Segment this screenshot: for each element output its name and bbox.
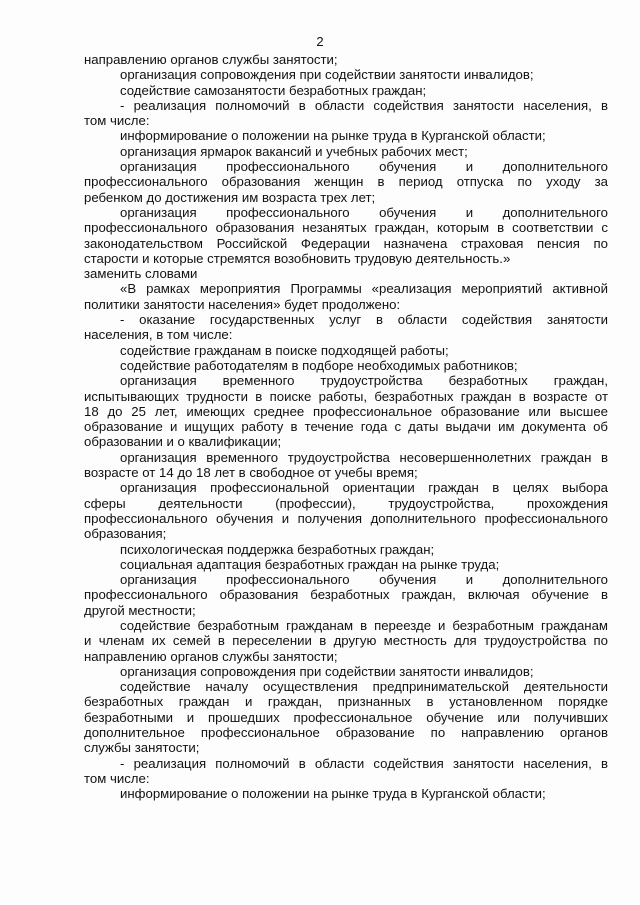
text-line: том числе:: [84, 113, 150, 129]
text-line: «В рамках мероприятия Программы «реализация мероприятий активной: [120, 281, 608, 297]
text-line: и членам их семей в переселении в другую местность для трудоустройства по: [84, 633, 608, 649]
text-line: образование и ищущих работу в течение года с даты выдачи им документа об: [84, 419, 608, 435]
text-line: содействие началу осуществления предпринимательской деятельности: [120, 679, 608, 695]
text-line: - оказание государственных услуг в области содействия занятости: [120, 312, 608, 328]
text-line: информирование о положении на рынке труда в Курганской области;: [120, 786, 546, 802]
text-line: том числе:: [84, 770, 150, 786]
text-line: - реализация полномочий в области содействия занятости населения, в: [120, 755, 608, 771]
text-line: образования;: [84, 526, 167, 542]
text-line: социальная адаптация безработных граждан на рынке труда;: [120, 556, 500, 572]
text-line: информирование о положении на рынке труда в Курганской области;: [120, 128, 546, 144]
text-line: заменить словами: [84, 266, 198, 282]
text-line: испытывающих трудности в поиске работы, безработных граждан в возрасте от: [84, 388, 608, 404]
text-line: содействие гражданам в поиске подходящей работы;: [120, 342, 449, 358]
text-line: содействие самозанятости безработных граждан;: [120, 82, 427, 98]
text-line: направлению органов службы занятости;: [84, 648, 338, 664]
text-line: организация временного трудоустройства безработных граждан,: [120, 373, 608, 389]
text-line: организация сопровождения при содействии занятости инвалидов;: [120, 67, 534, 83]
text-line: организация профессионального обучения и дополнительного: [120, 159, 608, 175]
text-line: законодательством Российской Федерации назначена страховая пенсия по: [84, 235, 608, 251]
text-line: психологическая поддержка безработных граждан;: [120, 541, 435, 557]
text-line: организация временного трудоустройства несовершеннолетних граждан в: [120, 449, 608, 465]
text-line: возрасте от 14 до 18 лет в свободное от учебы время;: [84, 465, 418, 481]
text-line: населения, в том числе:: [84, 327, 233, 343]
text-line: организация профессиональной ориентации граждан в целях выбора: [120, 480, 608, 496]
text-line: профессионального обучения и получения дополнительного профессионального: [84, 510, 608, 526]
text-line: организация профессионального обучения и дополнительного: [120, 204, 608, 220]
document-body: [84, 52, 608, 802]
text-line: ребенком до достижения им возраста трех лет;: [84, 189, 376, 205]
text-line: дополнительное профессиональное образование по направлению органов: [84, 725, 608, 741]
text-line: образовании и о квалификации;: [84, 434, 282, 450]
text-line: содействие безработным гражданам в переезде и безработным гражданам: [120, 617, 608, 633]
text-line: направлению органов службы занятости;: [84, 52, 338, 67]
text-line: организация сопровождения при содействии занятости инвалидов;: [120, 663, 534, 679]
text-line: профессионального образования безработных граждан, включая обучение в: [84, 587, 608, 603]
text-line: организация профессионального обучения и дополнительного: [120, 572, 608, 588]
text-line: содействие работодателям в подборе необходимых работников;: [120, 357, 518, 373]
text-line: другой местности;: [84, 602, 196, 618]
text-line: 18 до 25 лет, имеющих среднее профессиональное образование или высшее: [84, 403, 608, 419]
page-number: 2: [316, 34, 324, 49]
text-line: службы занятости;: [84, 740, 200, 756]
text-line: организация ярмарок вакансий и учебных рабочих мест;: [120, 143, 468, 159]
text-line: политики занятости населения» будет продолжено:: [84, 296, 401, 312]
text-line: безработными и прошедших профессиональное обучение или получивших: [84, 709, 608, 725]
text-line: профессионального образования незанятых граждан, которым в соответствии с: [84, 220, 608, 236]
text-line: безработных граждан и граждан, признанных в установленном порядке: [84, 694, 608, 710]
text-line: старости и которые стремятся возобновить трудовую деятельность.»: [84, 250, 511, 266]
text-line: профессионального образования женщин в период отпуска по уходу за: [84, 174, 608, 190]
text-line: сферы деятельности (профессии), трудоустройства, прохождения: [84, 495, 608, 511]
text-line: - реализация полномочий в области содействия занятости населения, в: [120, 97, 608, 113]
